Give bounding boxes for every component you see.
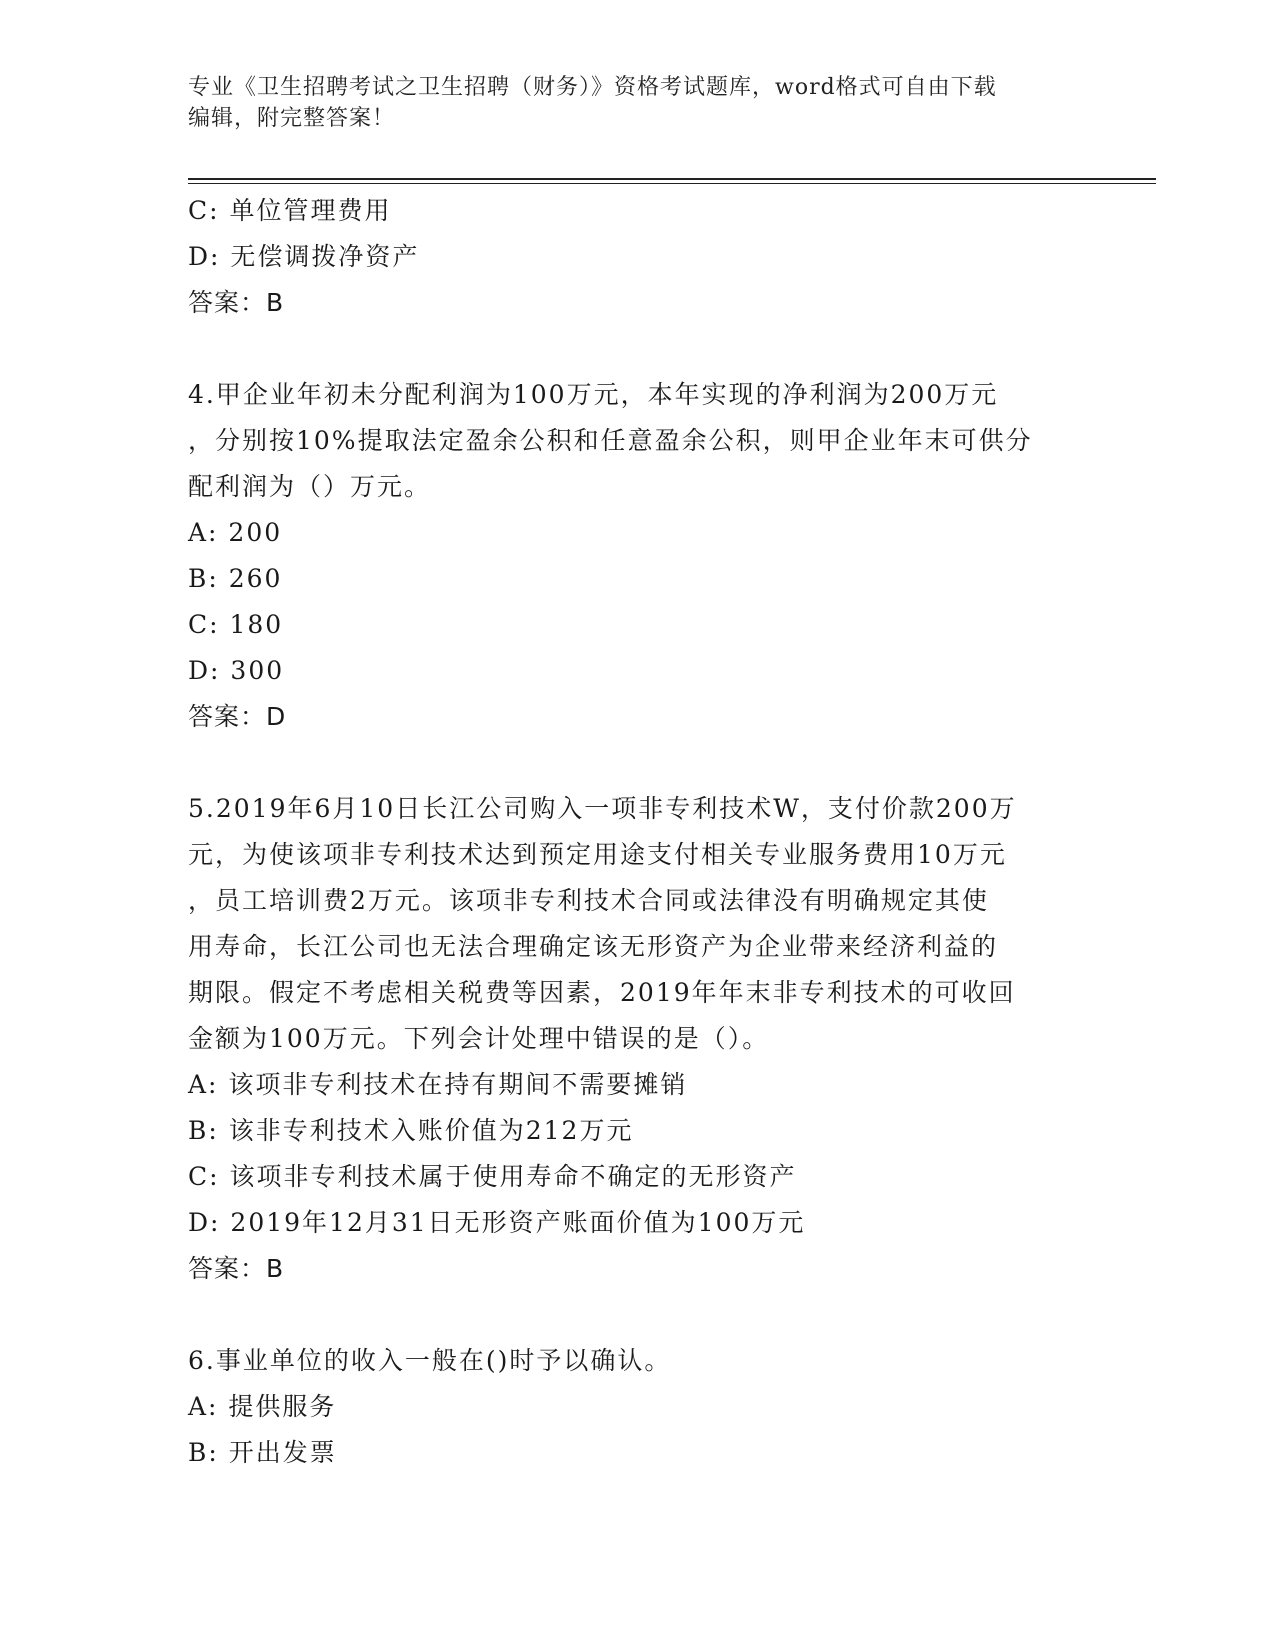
- header-divider-thick: [188, 178, 1156, 180]
- question-stem-line: 4.甲企业年初未分配利润为100万元，本年实现的净利润为200万元: [188, 380, 999, 409]
- option-b: B: 该非专利技术入账价值为212万元: [188, 1116, 634, 1145]
- option-d: D: 300: [188, 656, 285, 685]
- option-a: A: 该项非专利技术在持有期间不需要摊销: [188, 1070, 688, 1099]
- option-c: C: 180: [188, 610, 284, 639]
- question-stem-line: 期限。假定不考虑相关税费等因素，2019年年末非专利技术的可收回: [188, 978, 1016, 1007]
- answer-line: 答案：D: [188, 702, 287, 731]
- option-a: A: 提供服务: [188, 1392, 337, 1421]
- option-c: C: 该项非专利技术属于使用寿命不确定的无形资产: [188, 1162, 797, 1191]
- header-divider-thin: [188, 183, 1156, 184]
- question-stem-line: 用寿命，长江公司也无法合理确定该无形资产为企业带来经济利益的: [188, 932, 999, 961]
- question-stem-line: 金额为100万元。下列会计处理中错误的是（）。: [188, 1024, 770, 1053]
- question-5: [188, 786, 1088, 1292]
- question-list: [188, 188, 1088, 1476]
- question-stem-line: 5.2019年6月10日长江公司购入一项非专利技术W，支付价款200万: [188, 794, 1017, 823]
- question-stem-line: 配利润为（）万元。: [188, 472, 432, 501]
- question-4: [188, 372, 1088, 740]
- option-d: D: 无偿调拨净资产: [188, 242, 420, 271]
- question-stem-line: ，员工培训费2万元。该项非专利技术合同或法律没有明确规定其使: [188, 886, 989, 915]
- question-3: [188, 188, 1088, 326]
- option-d: D: 2019年12月31日无形资产账面价值为100万元: [188, 1208, 806, 1237]
- answer-line: 答案：B: [188, 1254, 285, 1283]
- option-b: B: 260: [188, 564, 283, 593]
- header-line-1: 专业《卫生招聘考试之卫生招聘（财务）》资格考试题库，word格式可自由下载: [188, 75, 997, 100]
- question-stem-line: 6.事业单位的收入一般在()时予以确认。: [188, 1346, 672, 1375]
- document-header: [188, 72, 1088, 134]
- question-6: [188, 1338, 1088, 1476]
- question-stem-line: 元，为使该项非专利技术达到预定用途支付相关专业服务费用10万元: [188, 840, 1007, 869]
- option-c: C: 单位管理费用: [188, 196, 392, 225]
- option-b: B: 开出发票: [188, 1438, 337, 1467]
- question-stem-line: ，分别按10%提取法定盈余公积和任意盈余公积，则甲企业年末可供分: [188, 426, 1033, 455]
- answer-line: 答案：B: [188, 288, 285, 317]
- option-a: A: 200: [188, 518, 283, 547]
- header-line-2: 编辑，附完整答案！: [188, 106, 396, 131]
